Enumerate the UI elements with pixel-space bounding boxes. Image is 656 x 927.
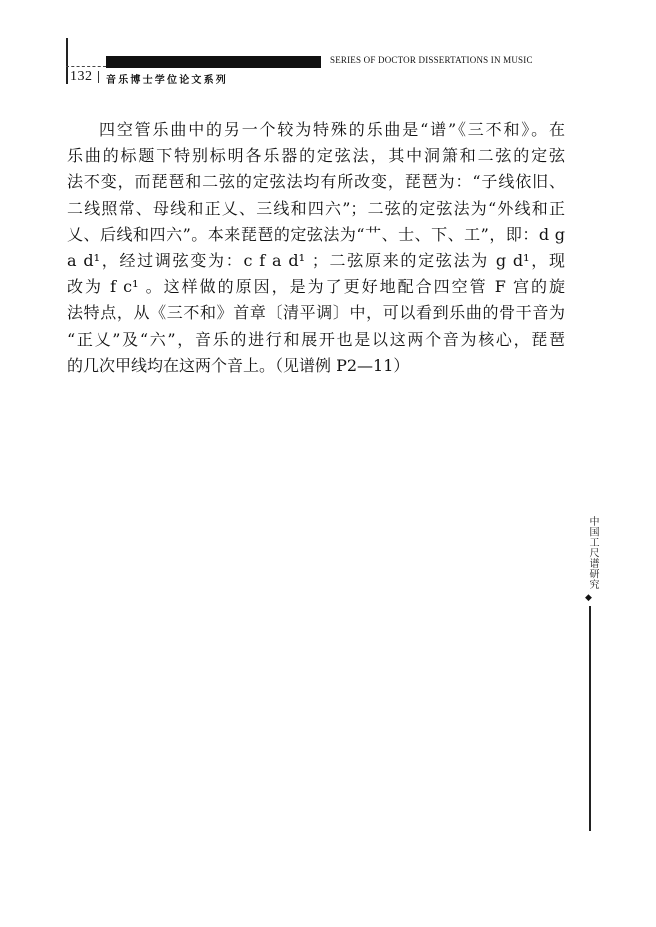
main-paragraph [67,117,565,379]
series-title-chinese: 音乐博士学位论文系列 [106,75,228,86]
paragraph-line: 法特点，从《三不和》首章〔清平调〕中，可以看到乐曲的骨干音为 [67,303,565,323]
paragraph-line: a d¹，经过调弦变为：c f a d¹ ；二弦原来的定弦法为 g d¹，现 [67,250,565,270]
paragraph-line: 乐曲的标题下特别标明各乐器的定弦法，其中洞箫和二弦的定弦 [67,146,565,166]
paragraph-line: 的几次甲线均在这两个音上。（见谱例 P2—11） [67,355,410,375]
paragraph-line: “正乂”及“六”，音乐的进行和展开也是以这两个音为核心，琵琶 [67,329,565,349]
paragraph-line: 二线照常、母线和正乂、三线和四六”；二弦的定弦法为“外线和正 [67,198,565,218]
paragraph-line: 乂、后线和四六”。本来琵琶的定弦法为“艹、士、下、工”，即：d g [67,224,565,244]
paragraph-line: 法不变，而琵琶和二弦的定弦法均有所改变，琵琶为：“子线依旧、 [67,172,565,192]
diamond-icon: ◆ [585,593,592,603]
page-number: 132 [70,69,93,84]
header-vertical-rule [66,38,68,84]
side-running-title: 中国工尺谱研究 [587,516,598,590]
paragraph-line: 改为 f c¹ 。这样做的原因，是为了更好地配合四空管 F 宫的旋 [67,277,565,297]
running-header [62,38,582,88]
paragraph-line: 四空管乐曲中的另一个较为特殊的乐曲是“谱”《三不和》。在 [99,120,565,139]
side-vertical-rule [589,606,591,831]
header-black-bar [106,56,321,68]
series-title-english: SERIES OF DOCTOR DISSERTATIONS IN MUSIC [330,55,533,65]
header-separator [98,71,99,83]
header-dashed-rule [66,66,106,67]
